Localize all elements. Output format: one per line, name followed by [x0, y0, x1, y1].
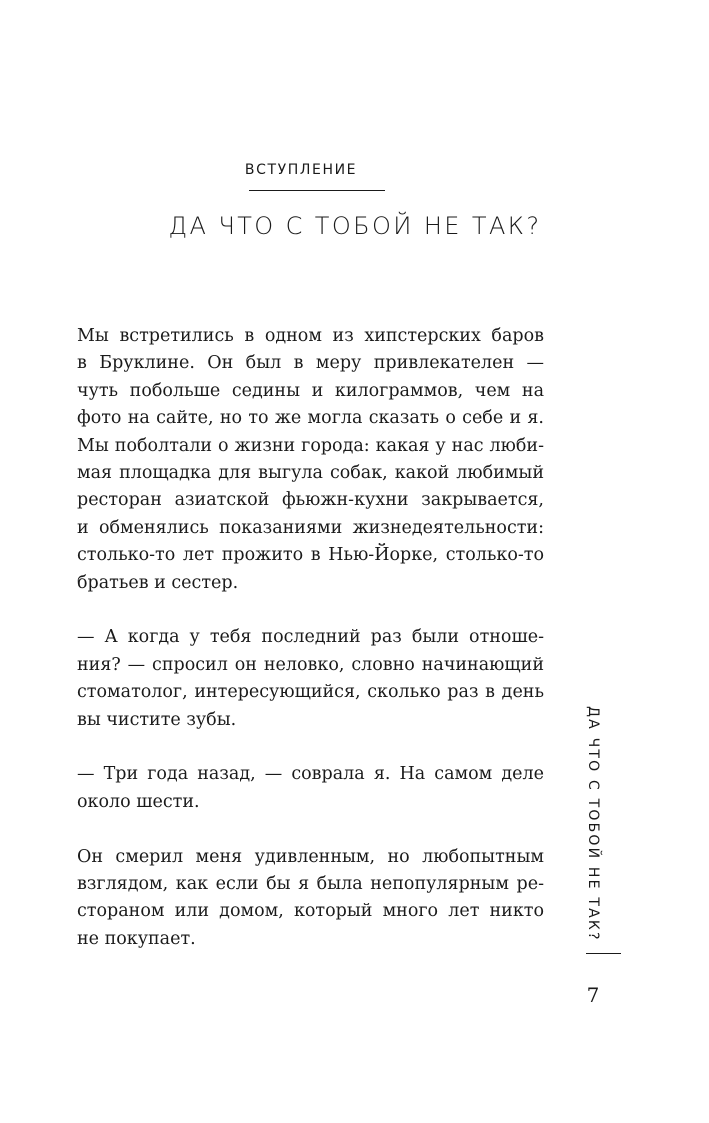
running-head-rule: [586, 953, 621, 954]
text-line: столько-то лет прожито в Нью-Йорке, столько-то: [77, 545, 544, 566]
text-line: Мы поболтали о жизни города: какая у нас люби-: [77, 435, 544, 456]
text-line: мая площадка для выгула собак, какой любимый: [77, 463, 544, 484]
running-head: ДА ЧТО С ТОБОЙ НЕ ТАК?: [585, 706, 601, 942]
text-line: взглядом, как если бы я была непопулярным ре-: [77, 874, 544, 895]
text-line: стоматолог, интересующийся, сколько раз в день: [77, 682, 544, 703]
text-line: вы чистите зубы.: [77, 709, 237, 730]
text-line: — А когда у тебя последний раз были отноше-: [77, 627, 544, 648]
text-line: ресторан азиатской фьюжн-кухни закрывается,: [77, 490, 544, 511]
text-line: стораном или домом, который много лет никто: [77, 901, 544, 922]
chapter-title: ДА ЧТО С ТОБОЙ НЕ ТАК?: [168, 212, 542, 240]
paragraph: [77, 323, 544, 597]
body-text: [77, 323, 544, 981]
text-line: и обменялись показаниями жизнедеятельности:: [77, 517, 544, 538]
text-line: ния? — спросил он неловко, словно начинающий: [77, 654, 544, 675]
page-number: 7: [586, 983, 600, 1007]
section-label-underline: [249, 190, 385, 191]
text-line: фото на сайте, но то же могла сказать о себе и я.: [77, 408, 544, 429]
text-line: Мы встретились в одном из хипстерских баров: [77, 326, 544, 346]
text-line: Он смерил меня удивленным, но любопытным: [77, 846, 544, 867]
text-line: братьев и сестер.: [77, 572, 239, 593]
paragraph: [77, 844, 544, 954]
text-line: около шести.: [77, 791, 200, 812]
section-label: ВСТУПЛЕНИЕ: [244, 162, 358, 178]
paragraph: [77, 761, 544, 816]
text-line: — Три года назад, — соврала я. На самом деле: [77, 764, 544, 785]
text-line: чуть побольше седины и килограммов, чем на: [77, 380, 544, 401]
text-line: в Бруклине. Он был в меру привлекателен —: [77, 353, 544, 374]
text-line: не покупает.: [77, 928, 196, 949]
paragraph: [77, 624, 544, 734]
